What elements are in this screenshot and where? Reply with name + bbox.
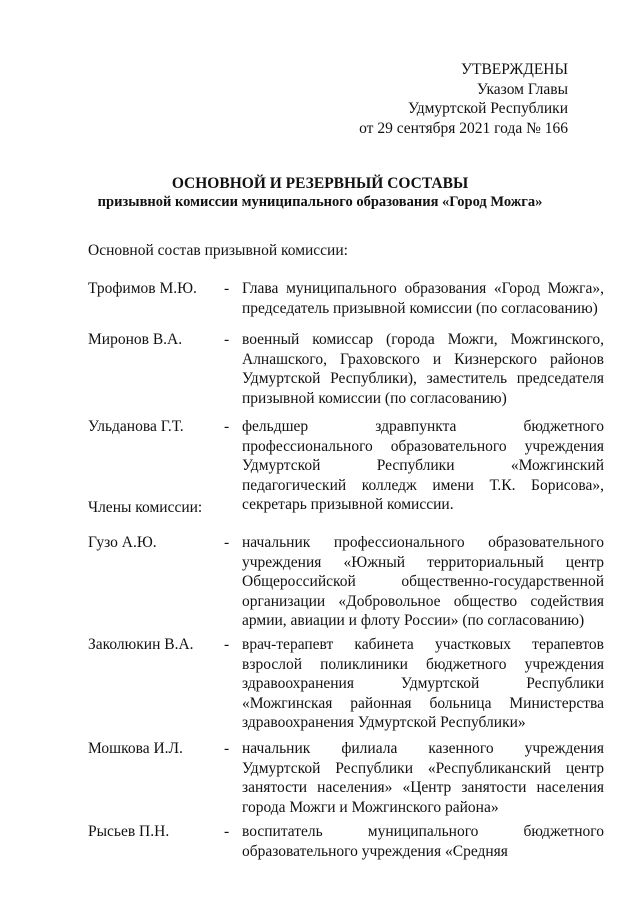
member-description: начальник филиала казенного учреждения Удмуртской Республики «Республиканский центр занятости населения» «Центр занятости населения города Можги и Можгинского района» [242, 740, 604, 816]
member-description: Глава муниципального образования «Город Можга», председатель призывной комиссии (по согласованию) [242, 280, 604, 317]
dash-separator: - [224, 740, 230, 757]
member-name: Миронов В.А. [88, 331, 183, 348]
approval-stamp [359, 60, 568, 138]
member-name: Рысьев П.Н. [88, 823, 170, 840]
dash-separator: - [224, 280, 230, 297]
member-name: Ульданова Г.Т. [88, 418, 184, 435]
main-section-label: Основной состав призывной комиссии: [88, 242, 348, 259]
dash-separator: - [224, 534, 230, 551]
approval-line-4: от 29 сентября 2021 года № 166 [359, 119, 568, 137]
member-name: Заколюкин В.А. [88, 636, 194, 653]
member-description: фельдшер здравпункта бюджетного профессионального образовательного учреждения Удмуртской Республики «Можгинский педагогический колледж имени Т.К. Борисова», секретарь призывной комиссии. [242, 418, 604, 513]
member-description: врач-терапевт кабинета участковых терапевтов взрослой поликлиники бюджетного учреждения здравоохранения Удмуртской Республики «Можгинская районная больница Министерства здравоохранения Удмуртской Республики» [242, 636, 604, 731]
dash-separator: - [224, 331, 230, 348]
member-name: Мошкова И.Л. [88, 740, 183, 757]
title-main: ОСНОВНОЙ И РЕЗЕРВНЫЙ СОСТАВЫ [171, 175, 469, 192]
approval-line-3: Удмуртской Республики [407, 100, 568, 117]
approval-line-1: УТВЕРЖДЕНЫ [461, 61, 568, 78]
approval-line-2: Указом Главы [476, 80, 568, 98]
members-section-label: Члены комиссии: [88, 499, 203, 516]
document-title [0, 174, 640, 212]
member-description: начальник профессионального образовательного учреждения «Южный территориальный центр Общероссийской общественно-государственной организации «Добровольное общество содействия армии, авиации и флоту России» (по согласованию) [242, 534, 604, 629]
member-name: Трофимов М.Ю. [88, 280, 197, 297]
member-description: военный комиссар (города Можги, Можгинского, Алнашского, Граховского и Кизнерского районов Удмуртской Республики), заместитель председателя призывной комиссии (по согласованию) [242, 331, 604, 407]
dash-separator: - [224, 823, 230, 840]
member-description: воспитатель муниципального бюджетного образовательного учреждения «Средняя [242, 823, 604, 860]
dash-separator: - [224, 418, 230, 435]
title-sub: призывной комиссии муниципального образования «Город Можга» [97, 194, 543, 210]
member-name: Гузо А.Ю. [88, 534, 157, 551]
dash-separator: - [224, 636, 230, 653]
